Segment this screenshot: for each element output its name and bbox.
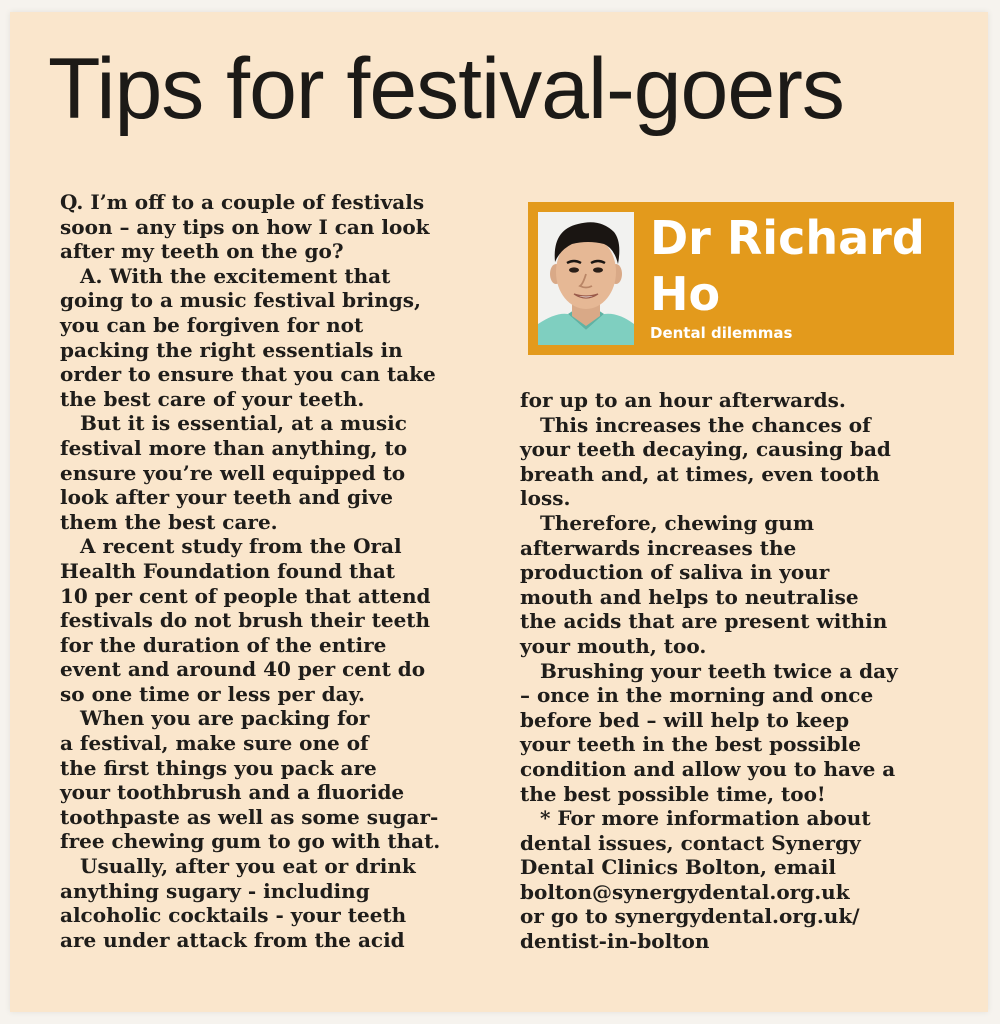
answer-paragraph: A. With the excitement that going to a music festival brings, you can be forgiven for not packing the right essentials in order to ensure that you can take the best care of your teeth. <box>60 263 436 411</box>
article-paragraph: Therefore, chewing gum afterwards increases the production of saliva in your mouth and helps to neutralise the acids that are present within your mouth, too. <box>520 510 888 658</box>
article-column-right <box>520 388 960 954</box>
article-paragraph: Brushing your teeth twice a day – once in the morning and once before bed – will help to keep your teeth in the best possible condition and allow you to have a the best possible time, too! <box>520 658 898 806</box>
article-paragraph: for up to an hour afterwards. <box>520 388 846 412</box>
author-byline-box <box>528 202 954 355</box>
article-paragraph: Usually, after you eat or drink anything sugary - including alcoholic cocktails - your teeth are under attack from the acid <box>60 854 416 952</box>
question-paragraph: Q. I’m off to a couple of festivals soon – any tips on how I can look after my teeth on the go? <box>60 190 430 264</box>
newspaper-clipping <box>10 12 988 1012</box>
article-paragraph: When you are packing for a festival, make sure one of the first things you pack are your toothbrush and a fluoride toothpaste as well as some sugar- free chewing gum to go with that. <box>60 706 441 854</box>
article-paragraph: A recent study from the Oral Health Foundation found that 10 per cent of people that attend festivals do not brush their teeth for the duration of the entire event and around 40 per cent do so one time or less per day. <box>60 534 431 706</box>
article-paragraph: This increases the chances of your teeth decaying, causing bad breath and, at times, even tooth loss. <box>520 412 891 511</box>
contact-paragraph: * For more information about dental issues, contact Synergy Dental Clinics Bolton, email bolton@synergydental.org.uk or go to synergydental.org.uk/ dentist-in-bolton <box>520 806 871 954</box>
section-label: Dental dilemmas <box>650 324 793 342</box>
article-column-left <box>60 190 490 952</box>
author-portrait-icon <box>538 212 634 345</box>
author-name: Dr Richard Ho <box>650 211 925 321</box>
headline: Tips for festival-goers <box>48 41 844 137</box>
article-paragraph: But it is essential, at a music festival more than anything, to ensure you’re well equipped to look after your teeth and give them the best care. <box>60 411 408 534</box>
author-portrait-illustration <box>538 212 634 345</box>
